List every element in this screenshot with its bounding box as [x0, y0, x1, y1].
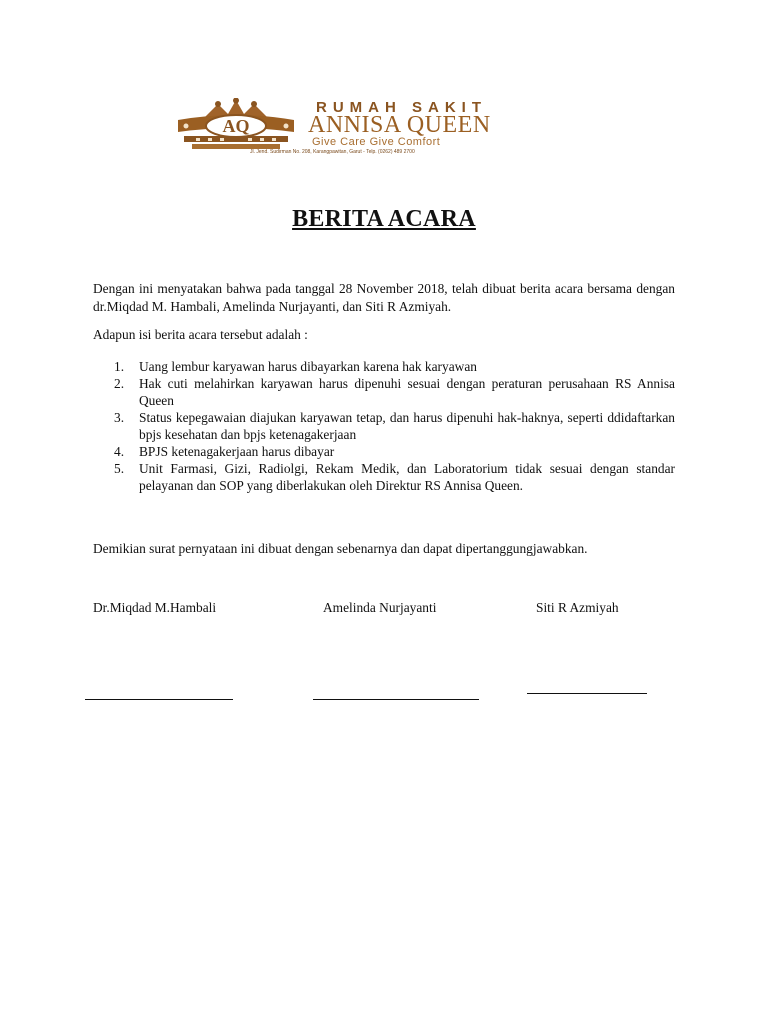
document-title: BERITA ACARA [292, 206, 476, 232]
signatory-name-2: Amelinda Nurjayanti [323, 600, 437, 615]
signature-line-3 [527, 693, 647, 694]
list-text: BPJS ketenagakerjaan harus dibayar [139, 444, 335, 459]
content-intro: Adapun isi berita acara tersebut adalah : [93, 327, 308, 342]
hospital-name: ANNISA QUEEN [308, 112, 491, 138]
signature-line-1 [85, 699, 233, 700]
list-item [110, 358, 675, 375]
list-number: 3. [114, 410, 125, 425]
list-number: 5. [114, 461, 125, 476]
closing-paragraph: Demikian surat pernyataan ini dibuat dengan sebenarnya dan dapat dipertanggungjawabkan. [93, 541, 588, 556]
list-number: 1. [114, 359, 125, 374]
list-text: Status kepegawaian diajukan karyawan tetap, dan harus dipenuhi hak-haknya, seperti ddidaftarkan bpjs kesehatan dan bpjs ketenagakerjaan [139, 410, 675, 442]
hospital-address: Jl. Jend. Sudirman No. 208, Karangpawitan, Garut - Telp. (0262) 489 2700 [250, 149, 415, 155]
agreement-list [110, 358, 675, 494]
list-item [110, 460, 675, 494]
list-text: Unit Farmasi, Gizi, Radiolgi, Rekam Medik, dan Laboratorium tidak sesuai dengan standar pelayanan dan SOP yang diberlakukan oleh Direktur RS Annisa Queen. [139, 461, 675, 493]
signature-line-2 [313, 699, 479, 700]
list-item [110, 375, 675, 409]
logo-letters: AQ [222, 116, 250, 136]
list-number: 2. [114, 376, 125, 391]
list-item [110, 443, 675, 460]
hospital-tagline: Give Care Give Comfort [312, 136, 441, 148]
signatory-name-1: Dr.Miqdad M.Hambali [93, 600, 217, 615]
list-text: Uang lembur karyawan harus dibayarkan karena hak karyawan [139, 359, 477, 374]
crown-logo-icon [174, 98, 298, 152]
signatory-name-3: Siti R Azmiyah [536, 600, 619, 615]
list-item [110, 409, 675, 443]
list-text: Hak cuti melahirkan karyawan harus dipenuhi sesuai dengan peraturan perusahaan RS Annisa Queen [139, 376, 675, 408]
letterhead [174, 96, 596, 158]
intro-paragraph: Dengan ini menyatakan bahwa pada tanggal 28 November 2018, telah dibuat berita acara bersama dengan dr.Miqdad M. Hambali, Amelinda Nurjayanti, dan Siti R Azmiyah. [93, 281, 675, 314]
list-number: 4. [114, 444, 125, 459]
hospital-type: RUMAH SAKIT [316, 99, 487, 116]
